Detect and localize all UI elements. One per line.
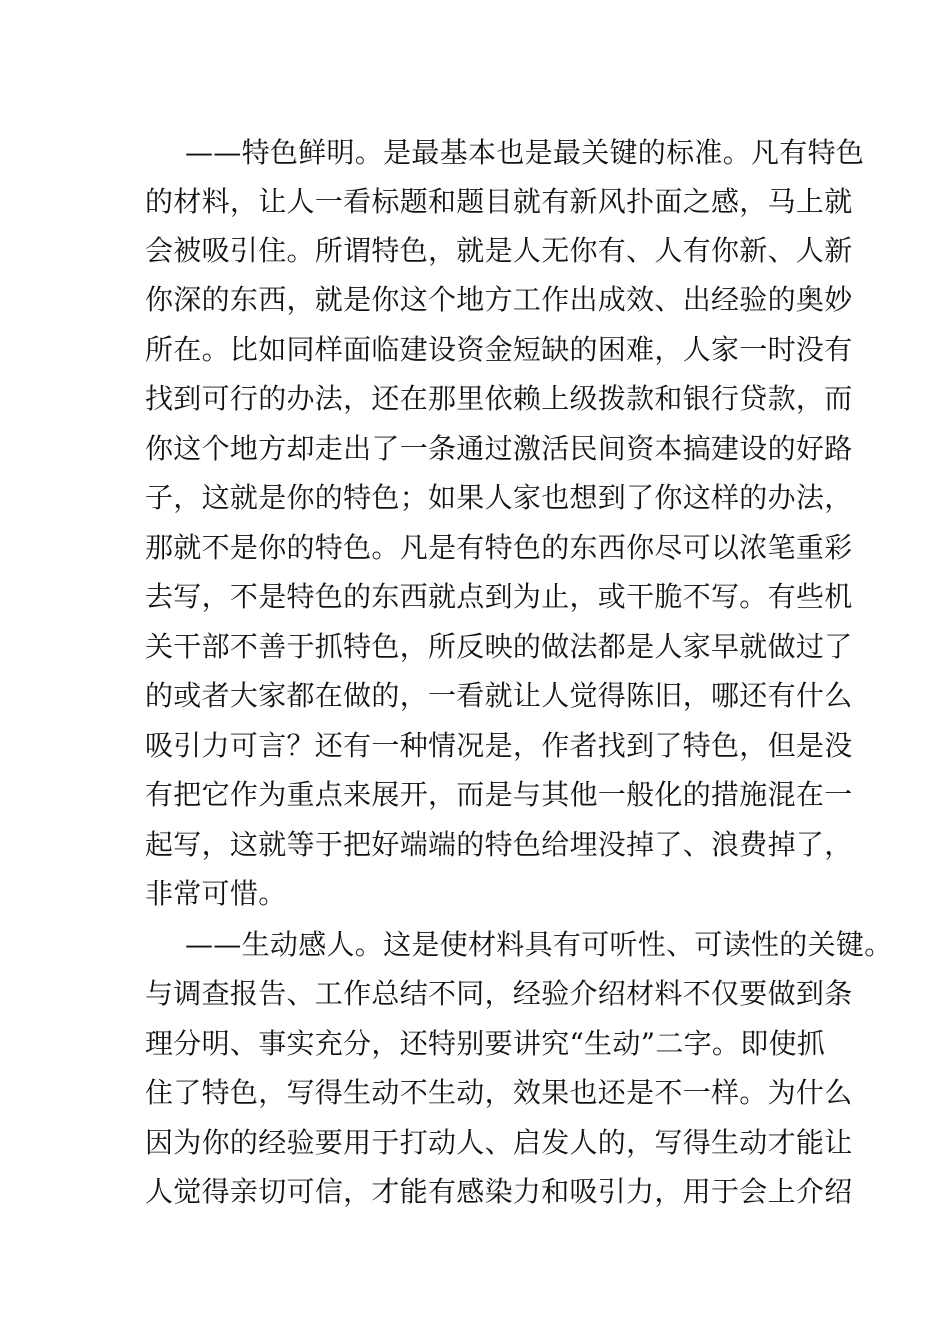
paragraph-1-line-2: 的材料，让人一看标题和题目就有新风扑面之感，马上就 <box>145 185 853 218</box>
paragraph-1-line-8: 子，这就是你的特色；如果人家也想到了你这样的办法， <box>145 481 853 514</box>
paragraph-1-line-5: 所在。比如同样面临建设资金短缺的困难，人家一时没有 <box>145 333 853 366</box>
paragraph-1-line-1: ——特色鲜明。是最基本也是最关键的标准。凡有特色 <box>185 136 865 169</box>
paragraph-1-line-12: 的或者大家都在做的，一看就让人觉得陈旧，哪还有什么 <box>145 679 853 712</box>
paragraph-1-line-11: 关干部不善于抓特色，所反映的做法都是人家早就做过了 <box>145 630 853 663</box>
paragraph-2-line-6: 人觉得亲切可信，才能有感染力和吸引力，用于会上介绍 <box>145 1175 853 1208</box>
paragraph-2-line-1: ——生动感人。这是使材料具有可听性、可读性的关键。 <box>185 928 893 961</box>
paragraph-1-line-13: 吸引力可言？还有一种情况是，作者找到了特色，但是没 <box>145 729 853 762</box>
paragraph-1-line-14: 有把它作为重点来展开，而是与其他一般化的措施混在一 <box>145 778 853 811</box>
paragraph-1-line-10: 去写，不是特色的东西就点到为止，或干脆不写。有些机 <box>145 580 853 613</box>
paragraph-2-line-4: 住了特色，写得生动不生动，效果也还是不一样。为什么 <box>145 1076 853 1109</box>
paragraph-2-line-2: 与调查报告、工作总结不同，经验介绍材料不仅要做到条 <box>145 977 853 1010</box>
paragraph-1-line-6: 找到可行的办法，还在那里依赖上级拨款和银行贷款，而 <box>145 382 853 415</box>
paragraph-2-line-5: 因为你的经验要用于打动人、启发人的，写得生动才能让 <box>145 1126 853 1159</box>
paragraph-1-line-3: 会被吸引住。所谓特色，就是人无你有、人有你新、人新 <box>145 234 853 267</box>
paragraph-1-line-9: 那就不是你的特色。凡是有特色的东西你尽可以浓笔重彩 <box>145 531 853 564</box>
paragraph-1-line-7: 你这个地方却走出了一条通过激活民间资本搞建设的好路 <box>145 432 853 465</box>
paragraph-1-line-16: 非常可惜。 <box>145 877 287 910</box>
paragraph-1-line-4: 你深的东西，就是你这个地方工作出成效、出经验的奥妙 <box>145 283 853 316</box>
paragraph-1-line-15: 起写，这就等于把好端端的特色给埋没掉了、浪费掉了， <box>145 828 853 861</box>
paragraph-2-line-3: 理分明、事实充分，还特别要讲究“生动”二字。即使抓 <box>145 1027 826 1060</box>
